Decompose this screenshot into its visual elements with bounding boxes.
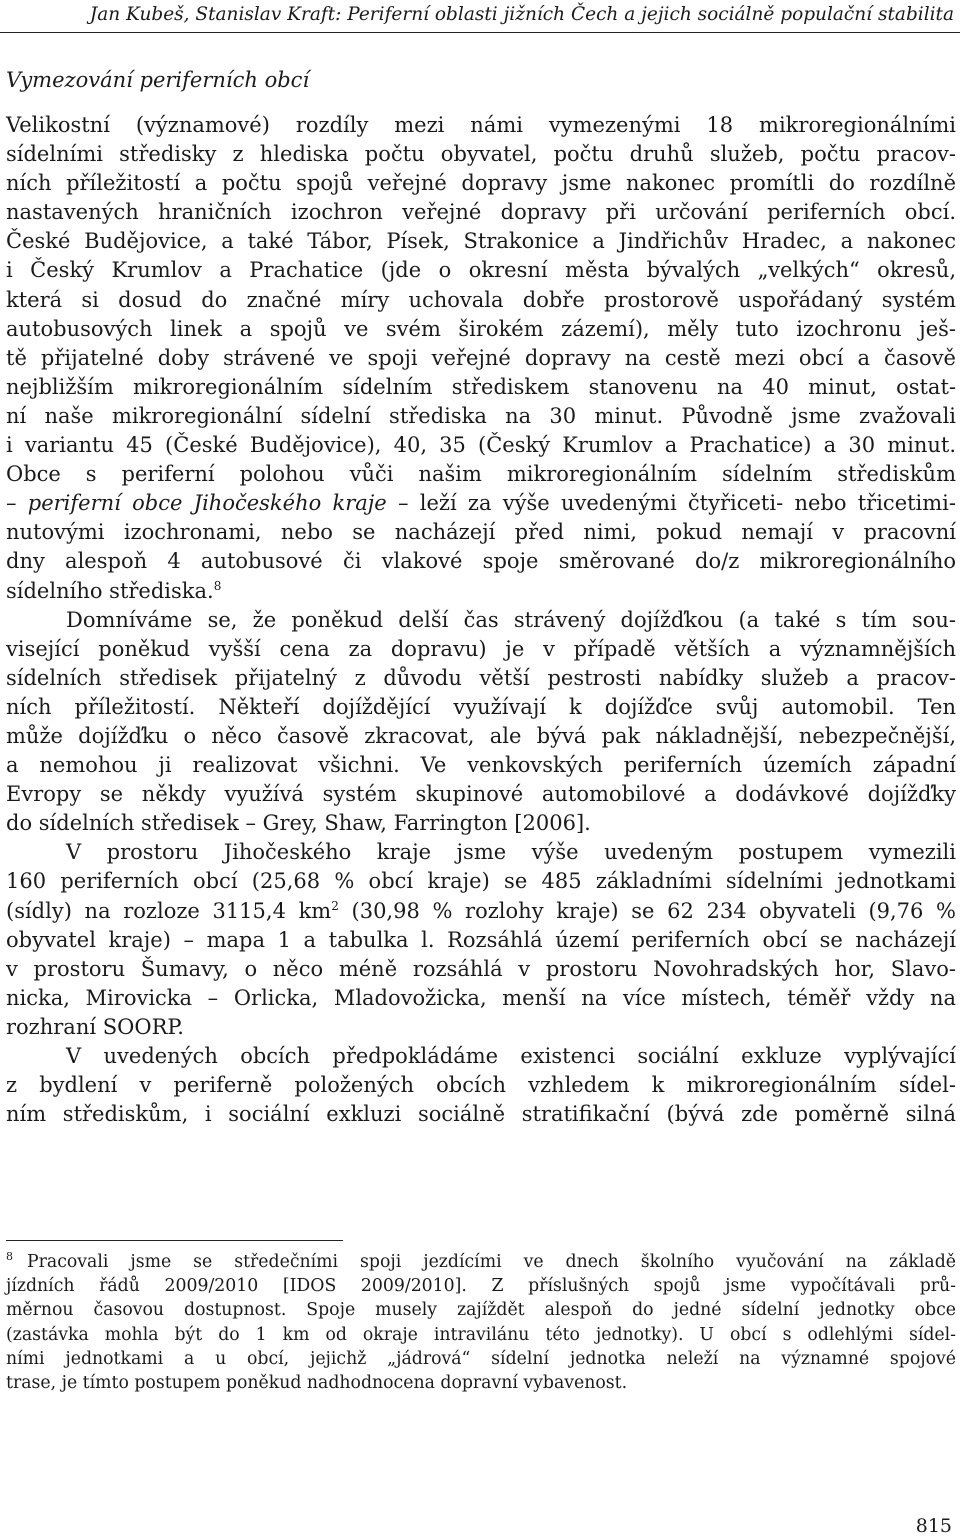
text-run: sídelního střediska.	[6, 578, 214, 603]
running-header	[0, 0, 960, 33]
text-run: (30,98 % rozlohy kraje) se 62 234 obyvateli (9,76 %	[338, 898, 956, 923]
text-line: z bydlení v periferně položených obcích vzhledem k mikroregionálním sídel-	[6, 1073, 956, 1098]
text-line: i variantu 45 (České Budějovice), 40, 35 (Český Krumlov a Prachatice) a 30 minut.	[6, 433, 956, 458]
text-line: Evropy se někdy využívá systém skupinové automobilové a dodávkové dojížďky	[6, 782, 956, 807]
text-line: může dojížďku o něco časově zkracovat, ale bývá pak nákladnější, nebezpečnější,	[6, 723, 956, 748]
text-line: tě přijatelné doby strávené ve spoji veřejné dopravy na cestě mezi obcí a časově	[6, 345, 956, 370]
text-run: Pracovali jsme se středečními spoji jezdícími ve dnech školního vyučování na základě	[27, 1252, 956, 1272]
text-line: nutovými izochronami, nebo se nacházejí před nimi, pokud nemají v pracovní	[6, 520, 956, 545]
paragraph-3	[6, 838, 956, 1042]
text-line: i Český Krumlov a Prachatice (jde o okresní města bývalých „velkých“ okresů,	[6, 258, 956, 283]
text-run: – leží za výše uvedenými čtyřiceti- nebo třicetimi-	[386, 491, 956, 516]
text-line-superscript	[6, 897, 956, 926]
text-line-last: do sídelních středisek – Grey, Shaw, Farrington [2006].	[6, 811, 591, 836]
text-line: která si dosud do značné míry uchovala dobře prostorově uspořádaný systém	[6, 287, 956, 312]
footnote-line: (zastávka mohla být do 1 km od okraje intravilánu této jednotky). U obcí s odlehlými sídel-	[6, 1324, 956, 1345]
running-title: Jan Kubeš, Stanislav Kraft: Periferní oblasti jižních Čech a jejich sociálně populační stabilita	[89, 4, 954, 25]
text-line: sídelních středisek přijatelný z důvodu větší pestrosti nabídky služeb a pracov-	[6, 665, 956, 690]
page-number: 815	[915, 1515, 952, 1537]
italic-term: periferní obce Jihočeského kraje	[27, 491, 387, 516]
footnote-rule	[6, 1240, 343, 1241]
paragraph-1	[6, 111, 956, 606]
text-line: V prostoru Jihočeského kraje jsme výše uvedeným postupem vymezili	[66, 840, 956, 865]
footnote-line-first	[6, 1250, 956, 1274]
footnote-line: měrnou časovou dostupnost. Spoje musely zajíždět alespoň do jedné sídelní jednotky obce	[6, 1300, 956, 1321]
text-line: Domníváme se, že poněkud delší čas strávený dojížďkou (a také s tím sou-	[66, 607, 956, 632]
text-line: sídelními středisky z hlediska počtu obyvatel, počtu druhů služeb, počtu pracov-	[6, 142, 956, 167]
footnote-number: 8	[6, 1250, 13, 1264]
footnote-reference[interactable]: 8	[213, 578, 222, 593]
text-line: ních příležitostí a počtu spojů veřejné dopravy jsme nakonec promítli do rozdílně	[6, 171, 956, 196]
text-line: nicka, Mirovicka – Orlicka, Mladovožicka, menší na více místech, téměř vždy na	[6, 985, 956, 1010]
superscript: 2	[331, 898, 339, 913]
text-line: obyvatel kraje) – mapa 1 a tabulka l. Rozsáhlá území periferních obcí se nacházejí	[6, 927, 956, 952]
body-text	[6, 111, 956, 1129]
text-line: dny alespoň 4 autobusové či vlakové spoje směrované do/z mikroregionálního	[6, 549, 956, 574]
text-line-last	[6, 577, 956, 606]
paragraph-4	[6, 1042, 956, 1129]
footnotes	[6, 1250, 956, 1395]
text-line: ní naše mikroregionální sídelní střediska na 30 minut. Původně jsme zvažovali	[6, 403, 956, 428]
text-line: nejbližším mikroregionálním sídelním střediskem stanovenu na 40 minut, ostat-	[6, 374, 956, 399]
text-line: 160 periferních obcí (25,68 % obcí kraje) se 485 základními sídelními jednotkami	[6, 869, 956, 894]
text-line: Obce s periferní polohou vůči našim mikroregionálním sídelním střediskům	[6, 462, 956, 487]
text-line: nastavených hraničních izochron veřejné dopravy při určování periferních obcí.	[6, 200, 956, 225]
text-line-italic-term	[6, 489, 956, 518]
section-heading: Vymezování periferních obcí	[6, 68, 310, 92]
text-line: autobusových linek a spojů ve svém širokém zázemí), měly tuto izochronu ješ-	[6, 316, 956, 341]
text-run: (sídly) na rozloze 3115,4 km	[6, 898, 332, 923]
text-line: ním střediskům, i sociální exkluzi sociálně stratifikační (bývá zde poměrně silná	[6, 1102, 956, 1127]
text-line: Velikostní (významové) rozdíly mezi námi vymezenými 18 mikroregionálními	[6, 113, 956, 137]
text-line: visející poněkud vyšší cena za dopravu) je v případě větších a významnějších	[6, 636, 956, 661]
text-line: a nemohou ji realizovat všichni. Ve venkovských periferních územích západní	[6, 753, 956, 778]
text-line: ních příležitostí. Někteří dojíždějící využívají k dojížďce svůj automobil. Ten	[6, 694, 956, 719]
text-line-last: rozhraní SOORP.	[6, 1014, 184, 1039]
text-line: V uvedených obcích předpokládáme existenci sociální exkluze vyplývající	[66, 1044, 956, 1068]
text-run: –	[6, 491, 28, 516]
text-line: v prostoru Šumavy, o něco méně rozsáhlá v prostoru Novohradských hor, Slavo-	[6, 956, 956, 981]
paragraph-2	[6, 606, 956, 839]
text-line: České Budějovice, a také Tábor, Písek, Strakonice a Jindřichův Hradec, a nakonec	[6, 229, 956, 254]
footnote-line: jízdních řádů 2009/2010 [IDOS 2009/2010]. Z příslušných spojů jsme vypočítávali prů-	[6, 1276, 956, 1297]
footnote-line-last: trase, je tímto postupem poněkud nadhodnocena dopravní vybavenost.	[6, 1372, 628, 1393]
footnote-line: ními jednotkami a u obcí, jejichž „jádrová“ sídelní jednotka neleží na významné spojové	[6, 1348, 956, 1369]
